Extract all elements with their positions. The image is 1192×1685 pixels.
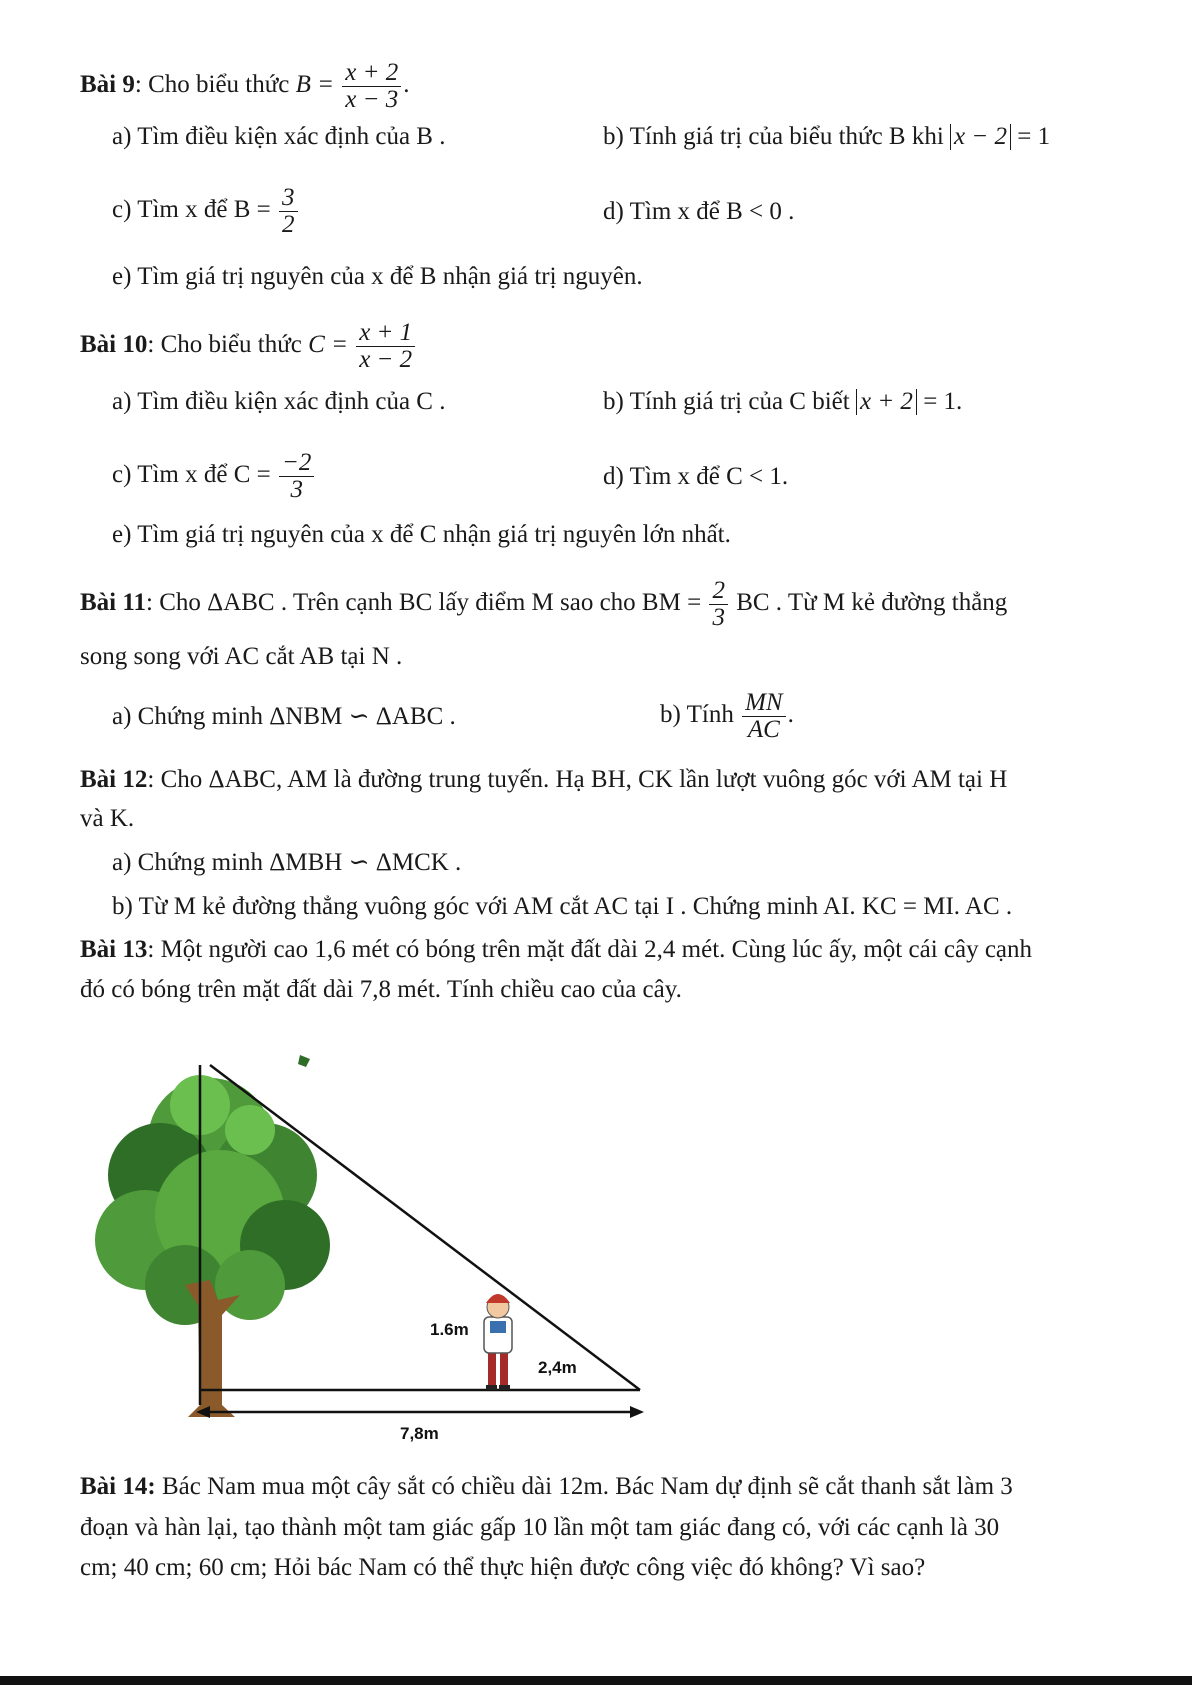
b11-frac-den: 3 <box>712 604 725 631</box>
person-shadow-label: 2,4m <box>538 1358 577 1377</box>
b10-fraction <box>356 320 415 373</box>
b9-d: d) Tìm x để B < 0 . <box>603 198 795 225</box>
b9-a: a) Tìm điều kiện xác định của B . <box>112 123 446 150</box>
b11-line1-b: BC . Từ M kẻ đường thẳng <box>736 589 1008 617</box>
b13-title: Bài 13 <box>80 936 148 963</box>
b12-line2: và K. <box>80 805 135 832</box>
b10-frac-den: x − 2 <box>359 346 413 373</box>
b9-title: Bài 9 <box>80 71 135 99</box>
b10-c-num: −2 <box>279 450 314 477</box>
b12-a: a) Chứng minh ΔMBH ∽ ΔMCK . <box>112 849 462 876</box>
b10-b-abs: x + 2 <box>856 389 917 415</box>
b9-c-text: c) Tìm x để B = <box>112 196 271 224</box>
b12-line1-text: : Cho ΔABC, AM là đường trung tuyến. Hạ BH, CK lần lượt vuông góc với AM tại H <box>147 766 1008 793</box>
b10-c-fraction <box>279 450 314 503</box>
b10-b <box>603 387 962 417</box>
b10-b-text: b) Tính giá trị của C biết <box>603 388 850 415</box>
b10-heading <box>80 320 417 373</box>
b10-c-text: c) Tìm x để C = <box>112 461 271 489</box>
tree-shadow-figure <box>90 1045 670 1445</box>
b9-frac-num: x + 2 <box>342 60 401 87</box>
b11-a: a) Chứng minh ΔNBM ∽ ΔABC . <box>112 703 456 730</box>
b9-c-fraction <box>279 185 298 238</box>
b11-b-text: b) Tính <box>660 701 734 729</box>
b10-intro: : Cho biểu thức <box>147 331 309 359</box>
b13-line1 <box>80 935 1032 965</box>
b10-lhs: C = <box>308 331 348 359</box>
page-bottom-border <box>0 1676 1192 1685</box>
b9-b-text: b) Tính giá trị của biểu thức B khi <box>603 123 944 150</box>
arrow-right-head <box>630 1406 644 1418</box>
b10-e: e) Tìm giá trị nguyên của x để C nhận giá trị nguyên lớn nhất. <box>112 521 731 548</box>
b11-b-fraction <box>742 690 786 743</box>
b11-line2: song song với AC cắt AB tại N . <box>80 643 403 670</box>
b10-c <box>112 450 316 503</box>
b12-b: b) Từ M kẻ đường thẳng vuông góc với AM cắt AC tại I . Chứng minh AI. KC = MI. AC . <box>112 893 1013 920</box>
b10-c-den: 3 <box>290 476 303 503</box>
b13-line2: đó có bóng trên mặt đất dài 7,8 mét. Tính chiều cao của cây. <box>80 976 682 1003</box>
b10-title: Bài 10 <box>80 331 148 359</box>
b14-line1-text: Bác Nam mua một cây sắt có chiều dài 12m. Bác Nam dự định sẽ cắt thanh sắt làm 3 <box>155 1473 1013 1500</box>
b9-b-tail: = 1 <box>1017 123 1051 150</box>
b9-c-den: 2 <box>282 211 295 238</box>
b10-frac-num: x + 1 <box>356 320 415 347</box>
b14-line3: cm; 40 cm; 60 cm; Hỏi bác Nam có thể thực hiện được công việc đó không? Vì sao? <box>80 1554 926 1581</box>
b11-b-num: MN <box>742 690 786 717</box>
tree-shadow-label: 7,8m <box>400 1424 439 1443</box>
b12-line1 <box>80 765 1007 795</box>
bird-icon <box>298 1055 310 1067</box>
b10-b-tail: = 1. <box>923 388 963 415</box>
b10-d: d) Tìm x để C < 1. <box>603 463 789 490</box>
b11-line1-a: : Cho ΔABC . Trên cạnh BC lấy điểm M sao cho BM = <box>146 589 702 617</box>
b11-frac-num: 2 <box>709 578 728 605</box>
b9-heading: Bài 9: Cho biểu thức B = $\frac{x + 2}{x - 3}$ . <box>80 59 410 113</box>
b9-c-num: 3 <box>279 185 298 212</box>
b12-title: Bài 12 <box>80 766 148 793</box>
b9-fraction <box>342 60 401 113</box>
b10-a: a) Tìm điều kiện xác định của C . <box>112 388 446 415</box>
b14-line2: đoạn và hàn lại, tạo thành một tam giác gấp 10 lần một tam giác đang có, với các cạnh là 30 <box>80 1514 1000 1541</box>
b11-fraction <box>709 578 728 631</box>
person-height-label: 1.6m <box>430 1320 469 1339</box>
b9-b <box>603 122 1050 152</box>
person-figure <box>484 1294 512 1390</box>
b14-line1 <box>80 1472 1013 1502</box>
b11-b-den: AC <box>747 716 780 743</box>
b11-line1 <box>80 578 1007 631</box>
b9-c <box>112 185 300 238</box>
b14-title: Bài 14: <box>80 1473 156 1500</box>
b9-lhs: B = <box>295 71 335 99</box>
b9-b-abs: x − 2 <box>950 124 1011 150</box>
b11-b: b) Tính $\frac{MN}{AC}$ . <box>660 689 794 743</box>
b11-title: Bài 11 <box>80 589 146 617</box>
b9-intro: : Cho biểu thức <box>134 71 296 99</box>
b9-frac-den: x − 3 <box>345 86 399 113</box>
b9-e: e) Tìm giá trị nguyên của x để B nhận giá trị nguyên. <box>112 263 643 290</box>
b13-line1-text: : Một người cao 1,6 mét có bóng trên mặt đất dài 2,4 mét. Cùng lúc ấy, một cái cây cạnh <box>147 936 1033 963</box>
